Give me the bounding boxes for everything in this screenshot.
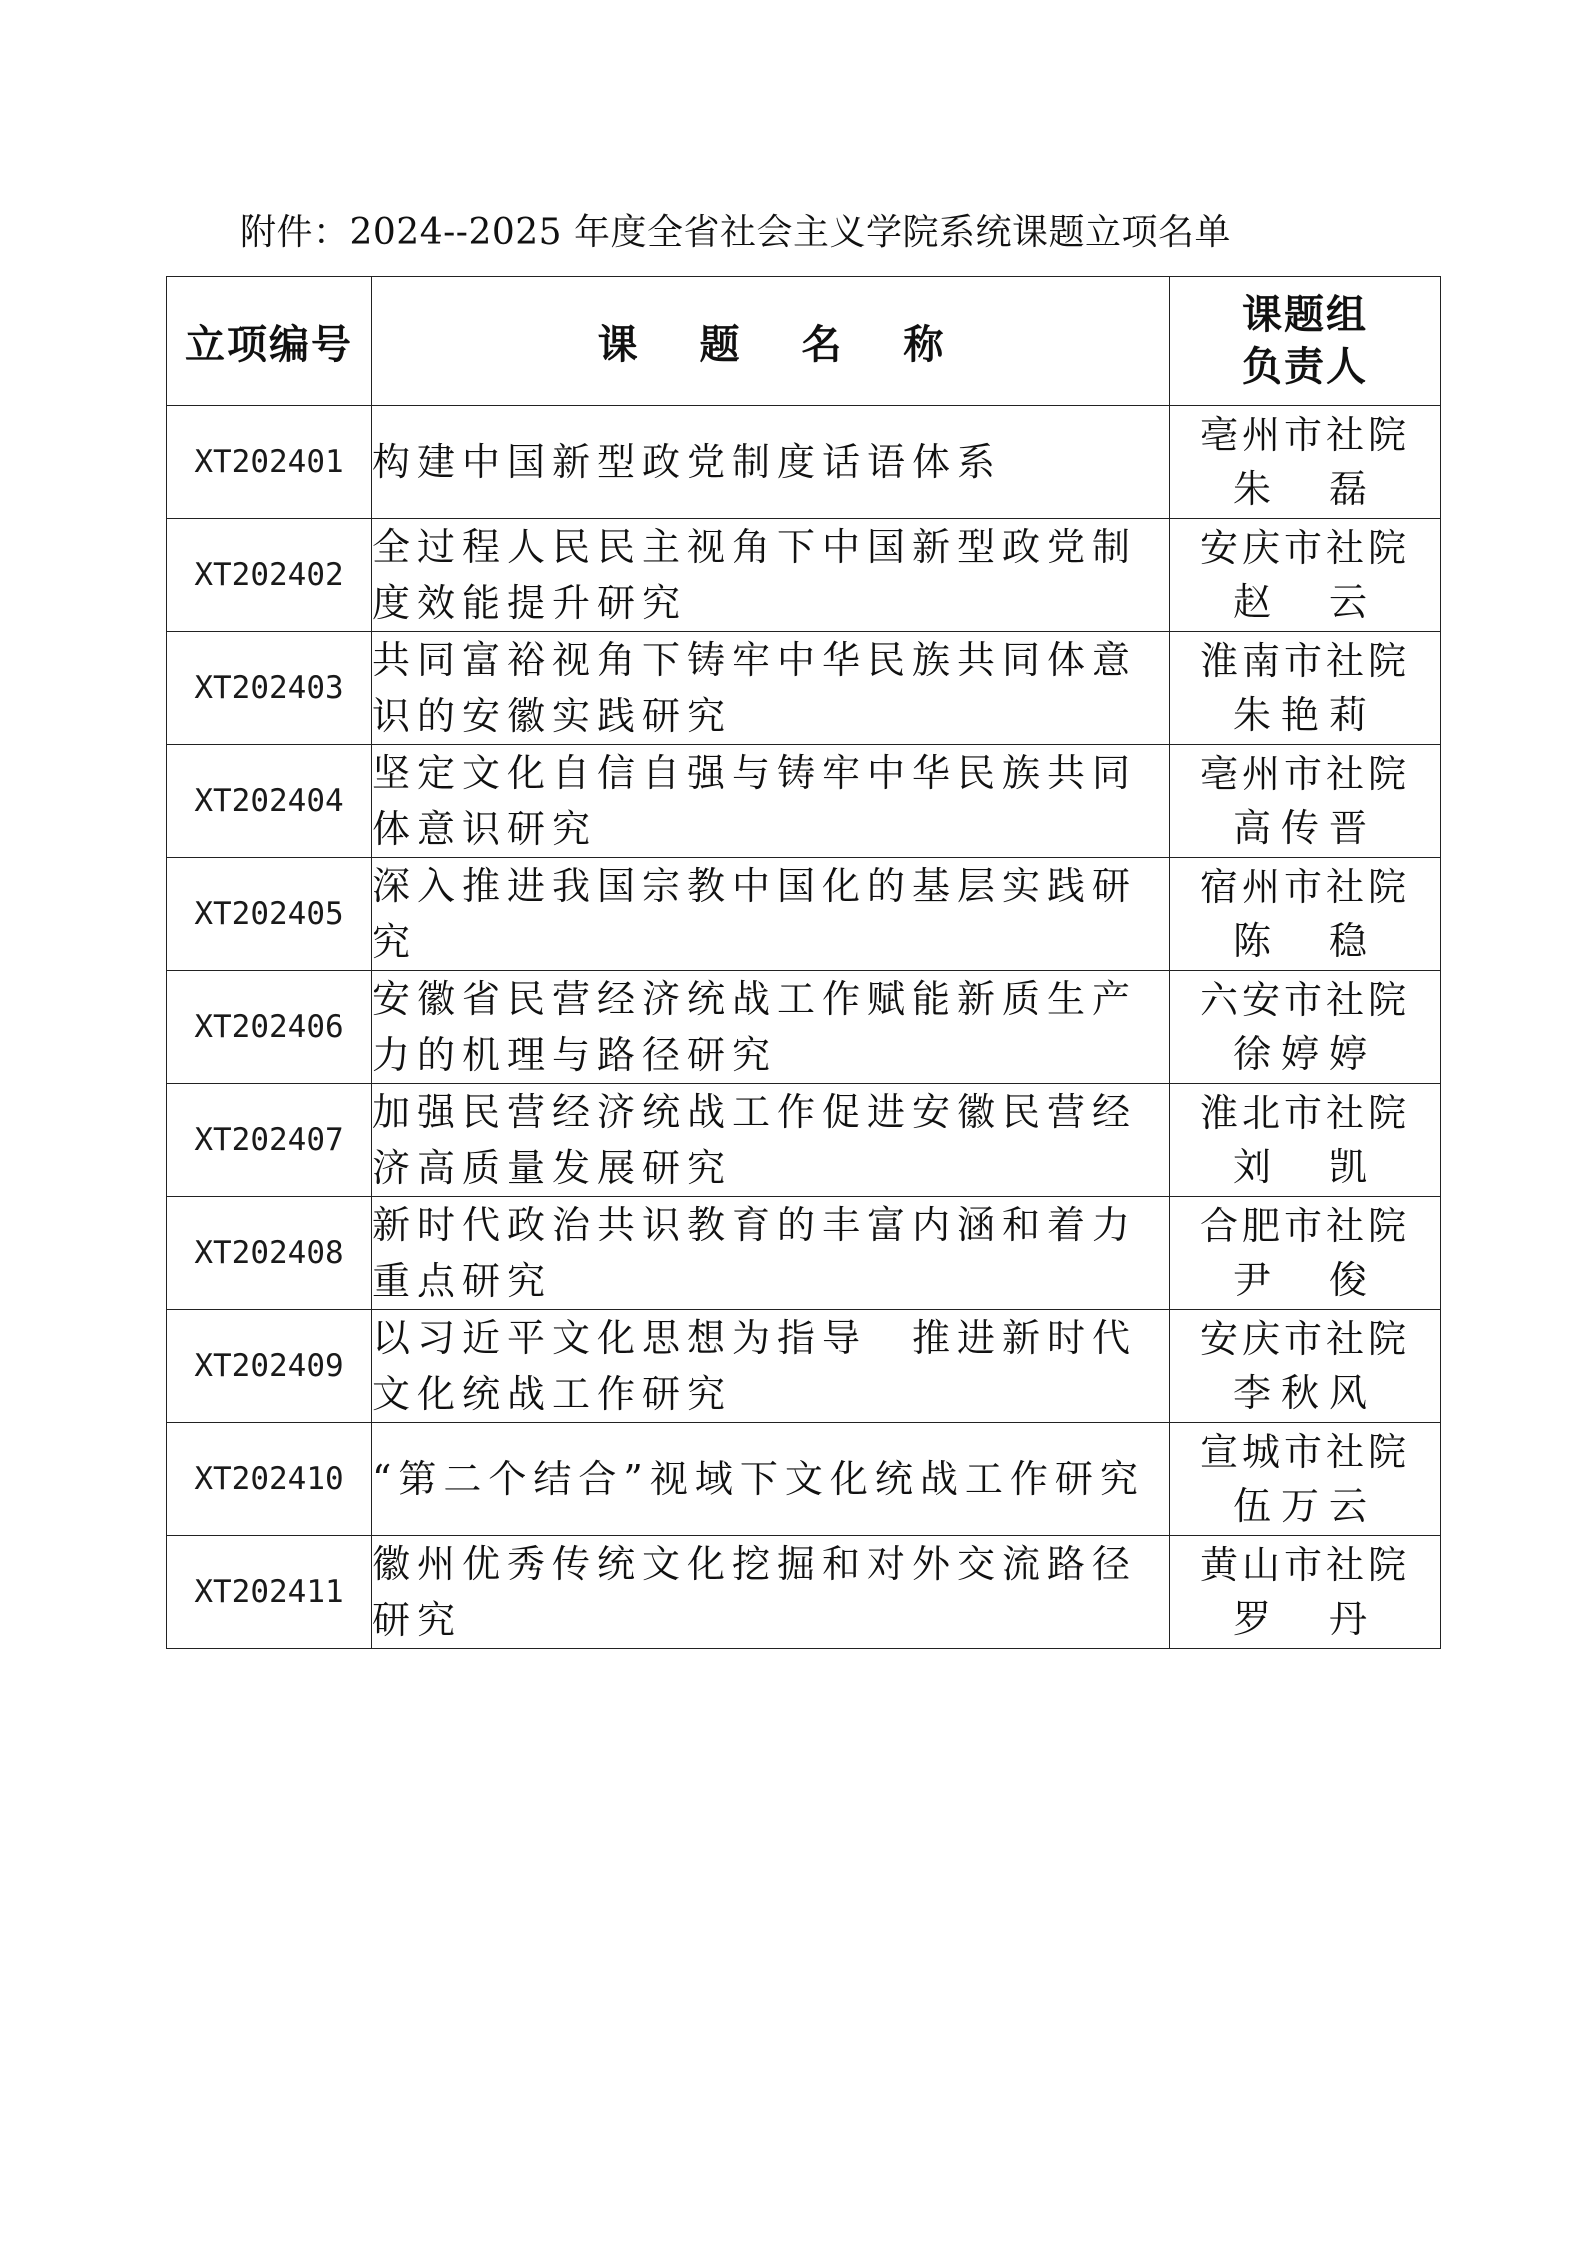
project-lead xyxy=(1170,971,1441,1084)
project-title: 新时代政治共识教育的丰富内涵和着力重点研究 xyxy=(372,1197,1170,1310)
lead-institution: 六安市社院 xyxy=(1199,978,1410,1022)
project-code: XT202411 xyxy=(167,1536,372,1649)
project-lead xyxy=(1170,632,1441,745)
lead-institution: 亳州市社院 xyxy=(1199,752,1410,796)
project-title: 共同富裕视角下铸牢中华民族共同体意识的安徽实践研究 xyxy=(372,632,1170,745)
project-title: “第二个结合”视域下文化统战工作研究 xyxy=(372,1423,1170,1536)
project-lead xyxy=(1170,1310,1441,1423)
project-title: 深入推进我国宗教中国化的基层实践研究 xyxy=(372,858,1170,971)
header-lead-line2: 负责人 xyxy=(1242,343,1368,390)
header-lead-line1: 课题组 xyxy=(1242,291,1368,338)
lead-institution: 宣城市社院 xyxy=(1199,1430,1410,1474)
lead-person: 朱艳莉 xyxy=(1232,693,1377,737)
project-title: 安徽省民营经济统战工作赋能新质生产力的机理与路径研究 xyxy=(372,971,1170,1084)
project-code: XT202410 xyxy=(167,1423,372,1536)
lead-person: 朱 磊 xyxy=(1232,467,1377,511)
project-title: 全过程人民民主视角下中国新型政党制度效能提升研究 xyxy=(372,519,1170,632)
table-row xyxy=(167,519,1441,632)
project-code: XT202403 xyxy=(167,632,372,745)
lead-person: 陈 稳 xyxy=(1232,919,1377,963)
project-lead xyxy=(1170,745,1441,858)
table-row xyxy=(167,971,1441,1084)
project-lead xyxy=(1170,1197,1441,1310)
project-code: XT202409 xyxy=(167,1310,372,1423)
project-lead xyxy=(1170,519,1441,632)
table-row xyxy=(167,858,1441,971)
table-row xyxy=(167,745,1441,858)
header-project-code: 立项编号 xyxy=(167,277,372,406)
lead-institution: 淮南市社院 xyxy=(1199,639,1410,683)
table-row xyxy=(167,1197,1441,1310)
project-lead xyxy=(1170,1536,1441,1649)
lead-person: 赵 云 xyxy=(1232,580,1377,624)
project-code: XT202402 xyxy=(167,519,372,632)
project-title: 加强民营经济统战工作促进安徽民营经济高质量发展研究 xyxy=(372,1084,1170,1197)
lead-institution: 宿州市社院 xyxy=(1199,865,1410,909)
table-row xyxy=(167,1084,1441,1197)
lead-person: 李秋风 xyxy=(1232,1371,1377,1415)
lead-institution: 淮北市社院 xyxy=(1199,1091,1410,1135)
lead-institution: 合肥市社院 xyxy=(1199,1204,1410,1248)
table-row xyxy=(167,1310,1441,1423)
project-title: 徽州优秀传统文化挖掘和对外交流路径研究 xyxy=(372,1536,1170,1649)
project-lead xyxy=(1170,858,1441,971)
project-lead xyxy=(1170,1423,1441,1536)
table-row xyxy=(167,1423,1441,1536)
header-project-title: 课 题 名 称 xyxy=(372,277,1170,406)
project-list-table xyxy=(166,276,1441,1649)
project-code: XT202405 xyxy=(167,858,372,971)
project-code: XT202408 xyxy=(167,1197,372,1310)
table-row xyxy=(167,406,1441,519)
lead-institution: 安庆市社院 xyxy=(1199,1317,1410,1361)
lead-institution: 亳州市社院 xyxy=(1199,413,1410,457)
lead-institution: 安庆市社院 xyxy=(1199,526,1410,570)
header-project-lead xyxy=(1170,277,1441,406)
lead-person: 伍万云 xyxy=(1232,1484,1377,1528)
project-code: XT202407 xyxy=(167,1084,372,1197)
lead-person: 徐婷婷 xyxy=(1232,1032,1377,1076)
lead-person: 尹 俊 xyxy=(1232,1258,1377,1302)
project-lead xyxy=(1170,1084,1441,1197)
document-title: 附件：2024--2025 年度全省社会主义学院系统课题立项名单 xyxy=(240,212,1232,253)
project-title: 以习近平文化思想为指导 推进新时代文化统战工作研究 xyxy=(372,1310,1170,1423)
lead-person: 刘 凯 xyxy=(1232,1145,1377,1189)
table-header-row xyxy=(167,277,1441,406)
project-lead xyxy=(1170,406,1441,519)
lead-institution: 黄山市社院 xyxy=(1199,1543,1410,1587)
project-title: 坚定文化自信自强与铸牢中华民族共同体意识研究 xyxy=(372,745,1170,858)
lead-person: 高传晋 xyxy=(1232,806,1377,850)
project-code: XT202404 xyxy=(167,745,372,858)
lead-person: 罗 丹 xyxy=(1232,1597,1377,1641)
project-code: XT202401 xyxy=(167,406,372,519)
project-title: 构建中国新型政党制度话语体系 xyxy=(372,406,1170,519)
table-row xyxy=(167,1536,1441,1649)
table-row xyxy=(167,632,1441,745)
project-code: XT202406 xyxy=(167,971,372,1084)
